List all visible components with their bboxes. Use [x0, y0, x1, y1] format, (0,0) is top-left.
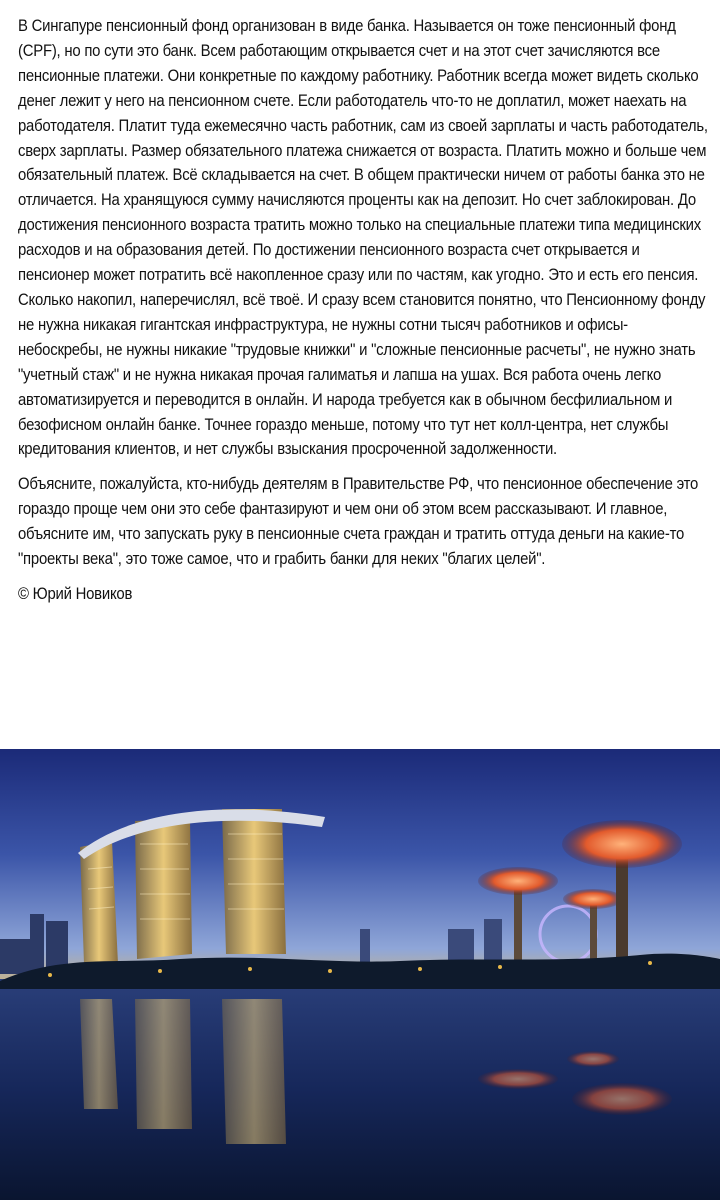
singapore-skyline-photo	[0, 749, 720, 1200]
paragraph-1: В Сингапуре пенсионный фонд организован в виде банка. Называется он тоже пенсионный фонд (CPF), но по сути это банк. Всем работающим открывается счет и на этот счет зачисляются все пенсионные платежи. Они конкретные по каждому работнику. Работник всегда может видеть сколько денег лежит у него на пенсионном счете. Если работодатель что-то не доплатил, может наехать на работодателя. Платит туда ежемесячно часть работник, сам из своей зарплаты и часть работодатель, сверх зарплаты. Размер обязательного платежа снижается от возраста. Платить можно и больше чем обязательный платеж. Всё складывается на счет. В общем практически ничем от работы банка это не отличается. На хранящуюся сумму начисляются проценты как на депозит. Но счет заблокирован. До достижения пенсионного возраста тратить можно только на специальные платежи типа медицинских расходов и на образования детей. По достижении пенсионного возраста счет открывается и пенсионер может потратить всё накопленное сразу или по частям, как угодно. Это и есть его пенсия. Сколько накопил, наперечислял, всё твоё. И сразу всем становится понятно, что Пенсионному фонду не нужна никакая гигантская инфраструктура, не нужны сотни тысяч работников и офисы-небоскребы, не нужны никакие "трудовые книжки" и "сложные пенсионные расчеты", не нужно знать "учетный стаж" и не нужна никакая прочая галиматья и лапша на ушах. Вся работа очень легко автоматизируется и переводится в онлайн. И народа требуется как в обычном бесфилиальном и безофисном онлайн банке. Точнее гораздо меньше, потому что тут нет колл-центра, нет службы кредитования клиентов, и нет службы взыскания просроченной задолженности.	[18, 17, 708, 459]
author-signature: © Юрий Новиков	[18, 584, 133, 603]
paragraph-2: Объясните, пожалуйста, кто-нибудь деятелям в Правительстве РФ, что пенсионное обеспечение это гораздо проще чем они это себе фантазируют и чем они об этом всем рассказывают. И главное, объясните им, что запускать руку в пенсионные счета граждан и тратить оттуда деньги на какие-то "проекты века", это тоже самое, что и грабить банки для неких "благих целей".	[18, 475, 699, 569]
article-text	[18, 14, 708, 617]
